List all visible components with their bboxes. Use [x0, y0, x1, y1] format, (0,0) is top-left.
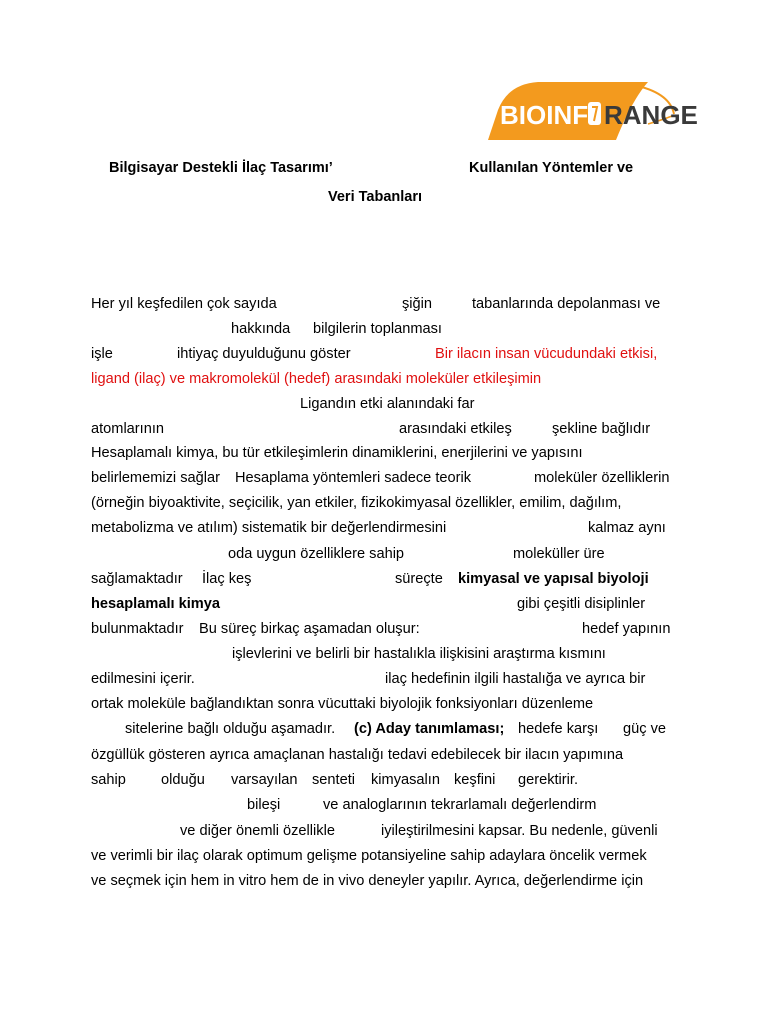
text-line22-a: ve diğer önemli özellikle	[180, 823, 335, 839]
text-line14-b: Bu süreç birkaç aşamadan oluşur:	[199, 621, 420, 637]
text-line12-bold: kimyasal ve yapısal biyoloji	[458, 571, 649, 587]
text-line10-b: kalmaz aynı	[588, 520, 666, 536]
text-line20-b: olduğu	[161, 772, 205, 788]
page-title-part3: Veri Tabanları	[328, 189, 423, 205]
text-line6-a: atomlarının	[91, 421, 165, 437]
text-line21-a: bileşi	[247, 797, 281, 813]
logo-text-right: RANGE	[604, 100, 698, 130]
text-line12-b: İlaç keş	[202, 571, 252, 587]
text-line3-b: ihtiyaç duyulduğunu göster	[177, 346, 351, 362]
text-line8-b: Hesaplama yöntemleri sadece teorik	[235, 470, 472, 486]
text-line16-b: ilaç hedefinin ilgili hastalığa ve ayrıca bir	[385, 671, 646, 687]
text-line7: Hesaplamalı kimya, bu tür etkileşimlerin dinamiklerini, enerjilerini ve yapısını	[91, 445, 583, 461]
text-line18-d: güç ve	[623, 721, 666, 737]
text-line14-c: hedef yapının	[582, 621, 671, 637]
text-line20-a: sahip	[91, 772, 126, 788]
text-line1-b: şiğin	[402, 296, 433, 312]
text-line13-bold: hesaplamalı kimya	[91, 596, 220, 612]
text-line3-red: Bir ilacın insan vücudundaki etkisi,	[435, 346, 658, 362]
text-line20-d: senteti	[312, 772, 355, 788]
text-line12-c: süreçte	[395, 571, 443, 587]
text-line2-b: bilgilerin toplanması	[313, 321, 442, 337]
text-line1-c: tabanlarında depolanması ve	[472, 296, 661, 312]
page-title-part1: Bilgisayar Destekli İlaç Tasarımı’	[109, 160, 333, 176]
text-line9: (örneğin biyoaktivite, seçicilik, yan etkiler, fizikokimyasal özellikler, emilim, dağılım,	[91, 495, 622, 511]
text-line18-bold: (c) Aday tanımlaması;	[354, 721, 505, 737]
text-line8-a: belirlememizi sağlar	[91, 470, 220, 486]
text-line1-a: Her yıl keşfedilen çok sayıda	[91, 296, 277, 312]
text-line11-b: moleküller üre	[513, 546, 605, 562]
text-line22-b: iyileştirilmesini kapsar. Bu nedenle, güvenli	[381, 823, 658, 839]
text-line19: özgüllük gösteren ayrıca amaçlanan hastalığı tedavi edebilecek bir ilacın yapımına	[91, 747, 624, 763]
text-line20-e: kimyasalın	[371, 772, 440, 788]
text-line23: ve verimli bir ilaç olarak optimum gelişme potansiyeline sahip adaylara öncelik vermek	[91, 848, 647, 864]
text-line13-b: gibi çeşitli disiplinler	[517, 596, 646, 612]
text-line24: ve seçmek için hem in vitro hem de in vivo deneyler yapılır. Ayrıca, değerlendirme için	[91, 873, 644, 889]
logo-o-icon	[588, 102, 601, 125]
text-line20-g: gerektirir.	[518, 772, 579, 788]
text-line14-a: bulunmaktadır	[91, 621, 184, 637]
text-line15: işlevlerini ve belirli bir hastalıkla ilişkisini araştırma kısmını	[232, 646, 606, 662]
text-line8-c: moleküler özelliklerin	[534, 470, 670, 486]
bioinforange-logo	[488, 80, 698, 142]
text-line20-c: varsayılan	[231, 772, 298, 788]
text-line3-a: işle	[91, 346, 113, 362]
text-line10-a: metabolizma ve atılım) sistematik bir değerlendirmesini	[91, 520, 447, 536]
page-title-part2: Kullanılan Yöntemler ve	[469, 160, 634, 176]
text-line6-b: arasındaki etkileş	[399, 421, 512, 437]
text-line17: ortak moleküle bağlandıktan sonra vücuttaki biyolojik fonksiyonları düzenleme	[91, 696, 594, 712]
logo-graphic	[488, 80, 698, 142]
text-line16-a: edilmesini içerir.	[91, 671, 195, 687]
text-line20-f: keşfini	[454, 772, 496, 788]
text-line18-a: sitelerine bağlı olduğu aşamadır.	[125, 721, 336, 737]
text-line11-a: oda uygun özelliklere sahip	[228, 546, 405, 562]
text-line12-a: sağlamaktadır	[91, 571, 183, 587]
text-line5: Ligandın etki alanındaki far	[300, 396, 475, 412]
logo-text-left: BIOINF	[500, 100, 589, 130]
text-line6-c: şekline bağlıdır	[552, 421, 651, 437]
text-line2-a: hakkında	[231, 321, 291, 337]
text-line18-c: hedefe karşı	[518, 721, 599, 737]
text-line21-b: ve analoglarının tekrarlamalı değerlendirm	[323, 797, 597, 813]
text-line4-red: ligand (ilaç) ve makromolekül (hedef) arasındaki moleküler etkileşimin	[91, 371, 542, 387]
